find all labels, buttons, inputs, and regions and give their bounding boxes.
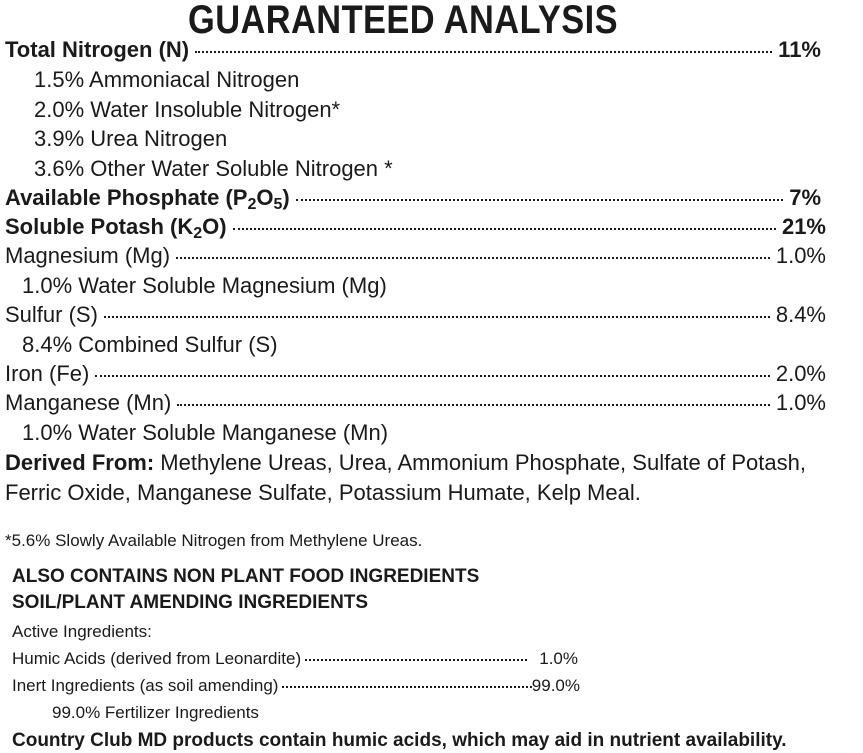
dot-leader (282, 686, 531, 688)
dot-leader (176, 257, 770, 259)
active-ingredients-label: Active Ingredients: (12, 622, 152, 641)
urea-nitrogen: 3.9% Urea Nitrogen (34, 126, 228, 151)
ammoniacal-nitrogen: 1.5% Ammoniacal Nitrogen (34, 67, 300, 92)
manganese-label: Manganese (Mn) (5, 390, 172, 415)
inert-ingredients-label: Inert Ingredients (as soil amending) (12, 676, 279, 695)
iron-row (5, 360, 826, 388)
total-nitrogen-label: Total Nitrogen (N) (5, 37, 190, 62)
sulfur-value: 8.4% (775, 302, 826, 327)
iron-label: Iron (Fe) (5, 361, 90, 386)
iron-value: 2.0% (775, 361, 826, 386)
water-soluble-magnesium: 1.0% Water Soluble Magnesium (Mg) (22, 273, 387, 298)
inert-ingredients-row (12, 675, 580, 697)
soluble-potash-row (5, 213, 826, 244)
magnesium-row (5, 242, 826, 270)
manganese-row (5, 389, 826, 417)
available-phosphate-value: 7% (789, 185, 821, 210)
humic-acids-row (12, 648, 578, 670)
magnesium-label: Magnesium (Mg) (5, 243, 171, 268)
water-insoluble-nitrogen: 2.0% Water Insoluble Nitrogen* (34, 97, 341, 122)
derived-from (5, 448, 863, 508)
inert-ingredients-value: 99.0% (531, 676, 580, 695)
manganese-value: 1.0% (775, 390, 826, 415)
other-water-soluble-nitrogen: 3.6% Other Water Soluble Nitrogen * (34, 156, 393, 181)
dot-leader (104, 316, 770, 318)
derived-from-text: Methylene Ureas, Urea, Ammonium Phosphate, Sulfate of Potash, Ferric Oxide, Manganese Sulfate, Potassium Humate, Kelp Meal. (5, 450, 806, 505)
soluble-potash-value: 21% (781, 214, 826, 239)
magnesium-value: 1.0% (775, 243, 826, 268)
footnote: *5.6% Slowly Available Nitrogen from Methylene Ureas. (5, 531, 423, 550)
label-title: GUARANTEED ANALYSIS (188, 0, 618, 42)
soil-amending-heading: SOIL/PLANT AMENDING INGREDIENTS (12, 592, 369, 613)
combined-sulfur: 8.4% Combined Sulfur (S) (22, 332, 278, 357)
dot-leader (296, 199, 783, 201)
soluble-potash-label: Soluble Potash (K2O) (5, 214, 227, 242)
dot-leader (95, 375, 769, 377)
water-soluble-manganese: 1.0% Water Soluble Manganese (Mn) (22, 420, 389, 445)
humic-acid-statement: Country Club MD products contain humic acids, which may aid in nutrient availability. (12, 730, 787, 751)
dot-leader (233, 228, 776, 230)
fertilizer-ingredients: 99.0% Fertilizer Ingredients (52, 703, 259, 722)
dot-leader (305, 659, 527, 661)
dot-leader (195, 51, 772, 53)
available-phosphate-label: Available Phosphate (P2O5) (5, 185, 290, 213)
total-nitrogen-row (5, 36, 821, 64)
available-phosphate-row (5, 184, 821, 215)
sulfur-row (5, 301, 826, 329)
total-nitrogen-value: 11% (778, 37, 821, 62)
derived-from-heading: Derived From: (5, 450, 155, 475)
non-plant-food-heading: ALSO CONTAINS NON PLANT FOOD INGREDIENTS (12, 566, 480, 587)
dot-leader (177, 404, 770, 406)
sulfur-label: Sulfur (S) (5, 302, 98, 327)
humic-acids-label: Humic Acids (derived from Leonardite) (12, 649, 302, 668)
humic-acids-value: 1.0% (539, 649, 578, 668)
